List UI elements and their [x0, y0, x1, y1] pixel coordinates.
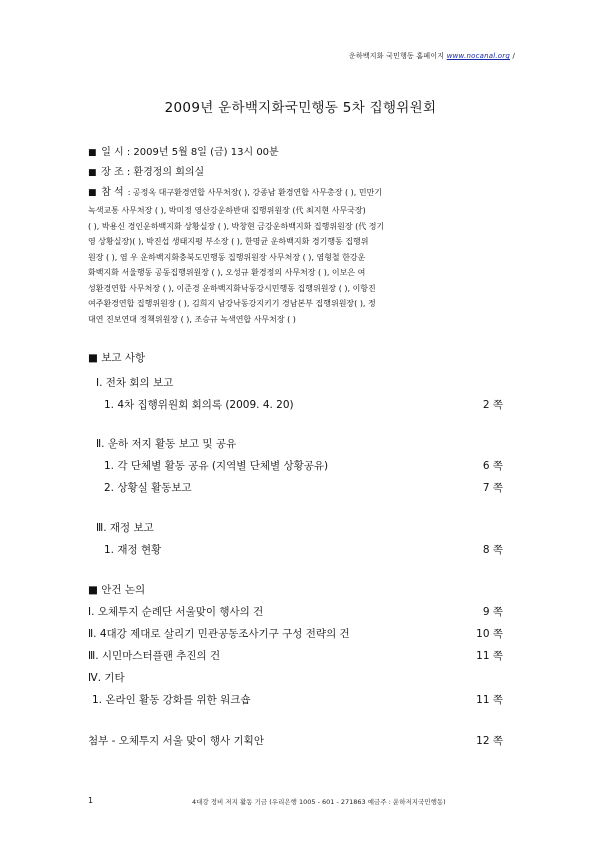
attendee-line: 대연 진보연대 정책위원장 ( ), 조승규 녹색연합 사무처장 ( )	[88, 314, 296, 324]
page-ref: 10 쪽	[476, 628, 503, 640]
page-number: 1	[88, 796, 94, 805]
report-item: 1. 각 단체별 활동 공유 (지역별 단체별 상황공유)	[104, 460, 329, 472]
document-title: 2009년 운하백지화국민행동 5차 집행위원회	[164, 100, 437, 116]
page-ref: 12 쪽	[476, 735, 503, 747]
date-value: : 2009년 5월 8일 (금) 13시 00분	[126, 147, 279, 158]
meeting-info	[88, 143, 528, 327]
report-section-title: Ⅰ. 전차 회의 보고	[96, 377, 174, 389]
attendee-line: 화백지화 서울행동 공동집행위원장 ( ), 오성규 환경정의 사무처장 ( ), 이보은 여	[88, 268, 366, 277]
attendees-row	[88, 183, 528, 203]
agenda-item: Ⅰ. 오체투지 순례단 서울맞이 행사의 건	[88, 606, 264, 618]
page-ref: 6 쪽	[482, 460, 503, 472]
bullet-icon: ■	[88, 188, 97, 198]
site-label: 운하백지화 국민행동 홈페이지	[348, 52, 445, 60]
bullet-icon: ■	[88, 148, 97, 158]
page-ref: 7 쪽	[482, 482, 503, 494]
report-item: 2. 상황실 활동보고	[104, 482, 192, 494]
report-section-title: Ⅲ. 재정 보고	[96, 522, 154, 534]
bullet-icon: ■	[88, 168, 97, 178]
date-row	[88, 143, 528, 163]
attendees-first-line	[128, 183, 496, 203]
agenda-item: Ⅲ. 시민마스터플랜 추진의 건	[88, 650, 221, 662]
attendees-list	[88, 203, 520, 327]
agenda-item: Ⅱ. 4대강 제대로 살리기 민관공동조사기구 구성 전략의 건	[88, 628, 350, 640]
page-ref: 8 쪽	[482, 544, 503, 556]
report-heading: ■ 보고 사항	[88, 352, 146, 364]
attendee-line: 성환경연합 사무처장 ( ), 이준경 운하백지화낙동강시민행동 집행위원장 ( ), 이항진	[88, 283, 376, 293]
page-ref: 11 쪽	[476, 650, 503, 662]
attendees-heading	[88, 183, 124, 203]
page-ref: 9 쪽	[482, 606, 503, 618]
attendee-line: : 공정옥 대구환경연합 사무처장( ), 강종남 환경연합 사무총장 ( ), 민만기	[127, 188, 383, 197]
page-ref: 11 쪽	[476, 694, 503, 706]
attendee-line: 녹색교통 사무처장 ( ), 박미정 영산강운하반대 집행위원장 (代 최지현 사무국장)	[88, 206, 366, 215]
agenda-item: Ⅳ. 기타	[88, 672, 125, 684]
footer-fund-info: 4대강 정비 저지 활동 기금 (우리은행 1005 - 601 - 271863 예금주 : 운하저지국민행동)	[192, 798, 446, 806]
page-ref: 2 쪽	[482, 399, 503, 411]
report-item: 1. 재정 현황	[104, 544, 162, 556]
place-value: : 환경정의 회의실	[126, 167, 205, 178]
attendee-line: 여주환경연합 집행위원장 ( ), 김희지 남강낙동강지키기 경남본부 집행위원장( ), 정	[88, 299, 376, 308]
place-row	[88, 163, 528, 183]
attendees-label: 참 석	[101, 187, 124, 198]
attendee-line: 원장 ( ), 염 우 운하백지화충북도민행동 집행위원장 사무처장 ( ), 염형철 한강운	[88, 252, 366, 262]
report-section-title: Ⅱ. 운하 저지 활동 보고 및 공유	[96, 438, 237, 450]
attachment-label: 첨부 - 오체투지 서울 맞이 행사 기획안	[88, 735, 264, 747]
site-url-link[interactable]: www.nocanal.org	[446, 52, 511, 60]
agenda-heading: ■ 안건 논의	[88, 584, 146, 596]
agenda-item: 1. 온라인 활동 강화를 위한 워크숍	[92, 694, 251, 706]
report-item: 1. 4차 집행위원회 회의록 (2009. 4. 20)	[104, 399, 294, 411]
header-bar	[349, 51, 515, 61]
date-label: 일 시	[101, 147, 124, 158]
place-label: 장 조	[101, 167, 124, 178]
header-trailing: /	[510, 52, 515, 60]
attendee-line: ( ), 박용신 경인운하백지화 상황실장 ( ), 박창현 금강운하백지화 집행위원장 (代 정기	[88, 221, 385, 231]
attendee-line: 영 상황실장)( ), 박진섭 생태지평 부소장 ( ), 한명균 운하백지화 경기행동 집행위	[88, 237, 369, 246]
